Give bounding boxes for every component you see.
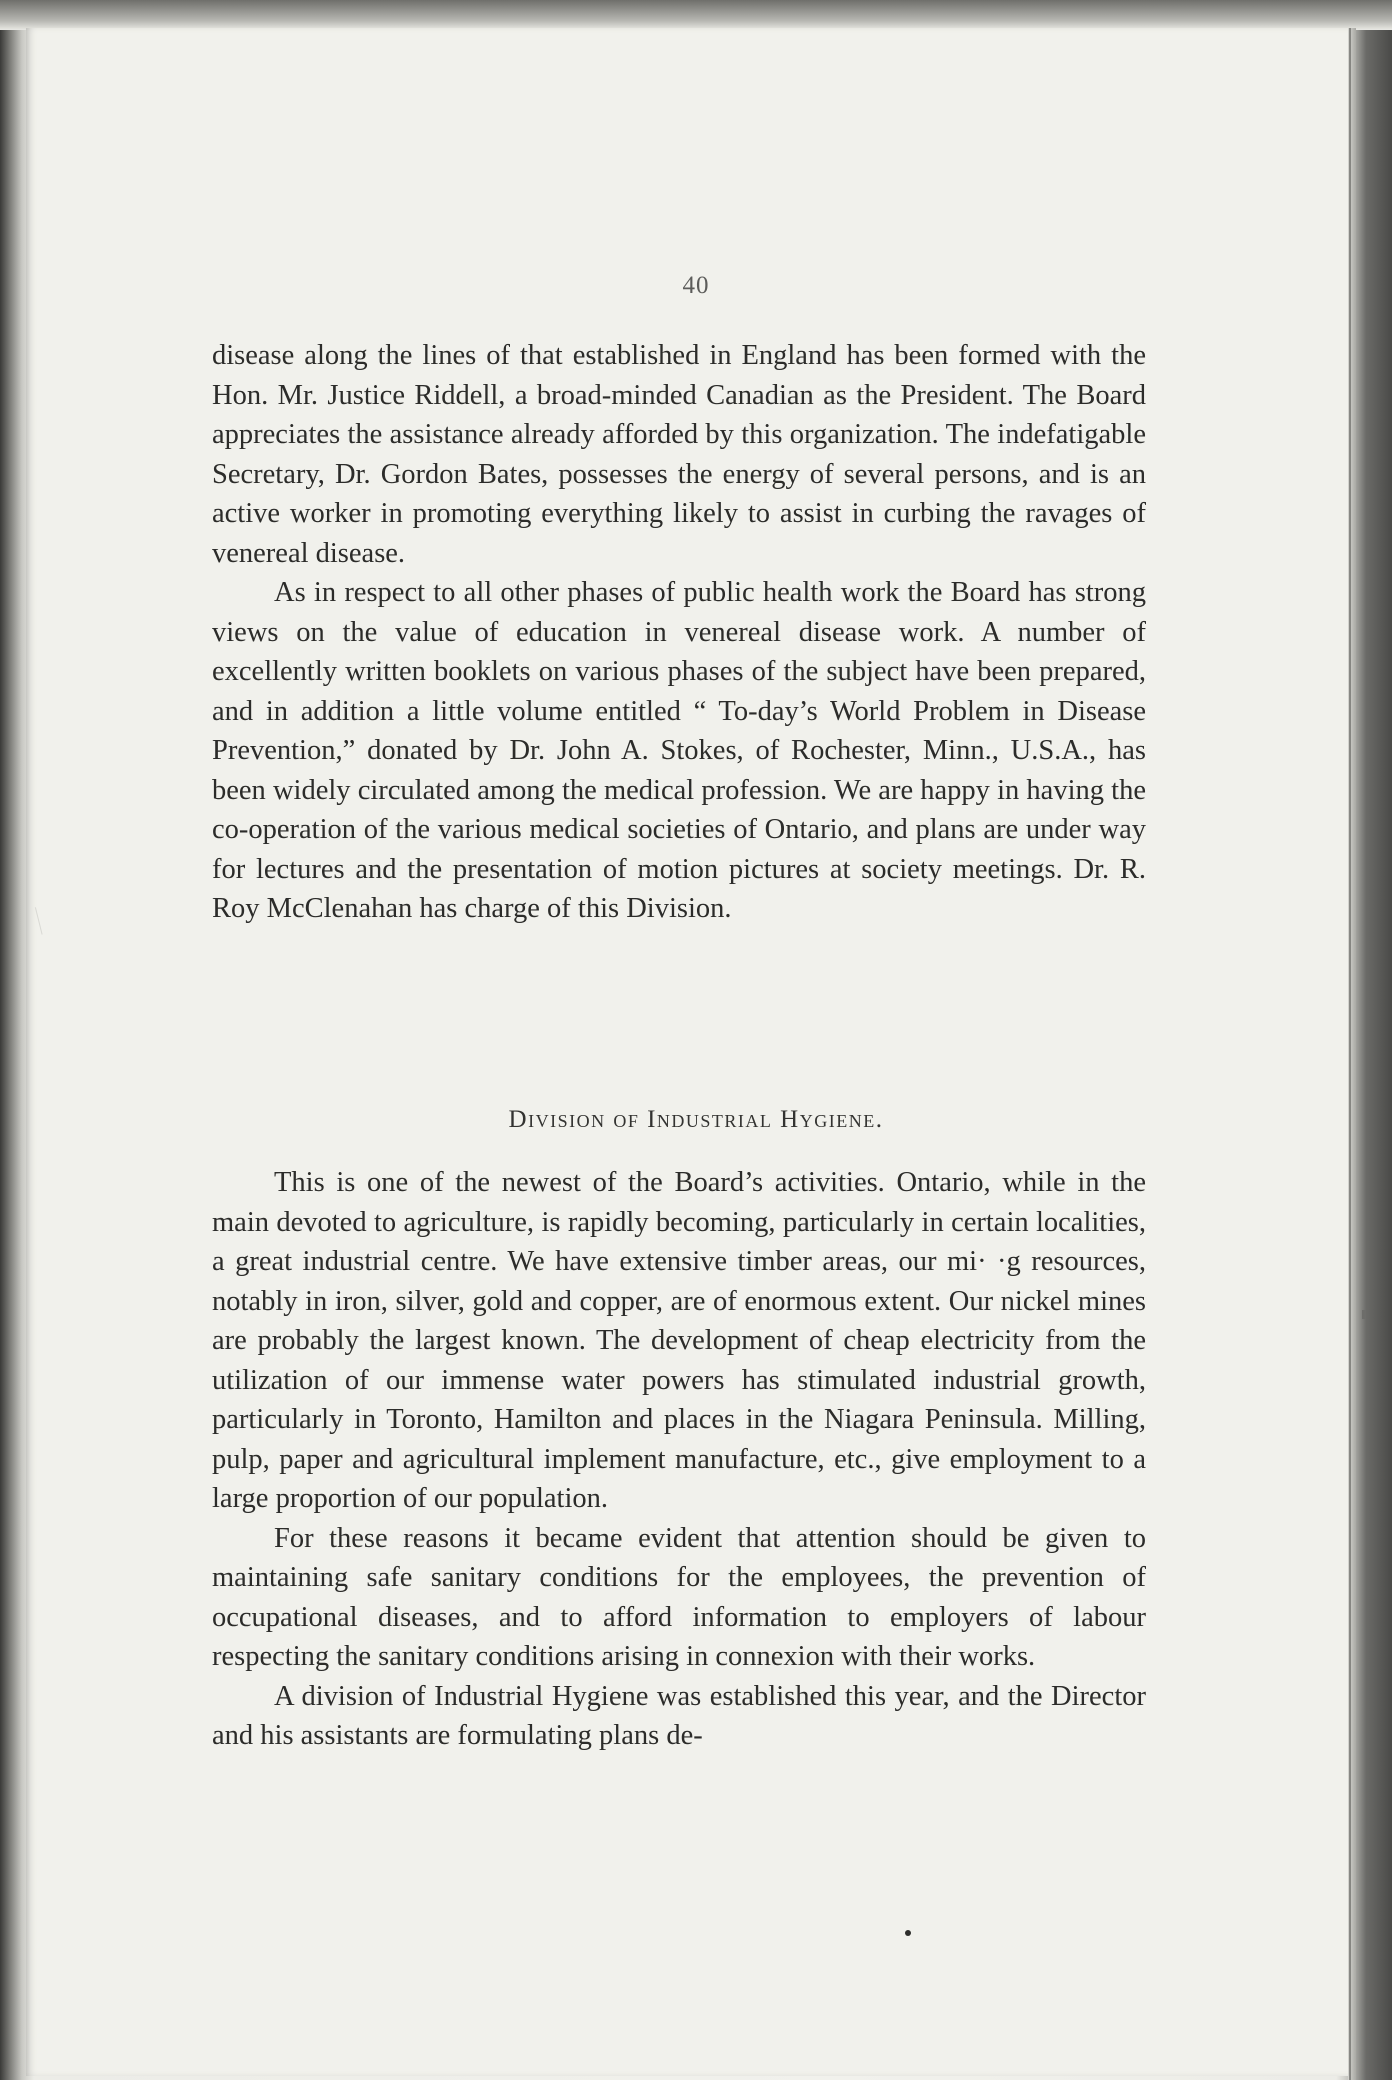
paragraph-continued: disease along the lines of that established in England has been formed with the Hon. Mr. Justice Riddell, a broad-minded Canadian as the President. The Board appreciates the assistance already afforded by this organization. The indefatigable Secretary, Dr. Gordon Bates, possesses the energy of several persons, and is an active worker in promoting everything likely to assist in curbing the ravages of venereal disease. — [212, 340, 1146, 569]
edge-mark — [1362, 1310, 1366, 1319]
section-heading: Division of Industrial Hygiene. — [508, 1106, 884, 1133]
paragraph-education: As in respect to all other phases of public health work the Board has strong views on the value of education in venereal disease work. A number of excellently written booklets on various phases of the subject have been prepared, and in addition a little volume entitled “ To-day’s World Problem in Disease Prevention,” donated by Dr. John A. Stokes, of Rochester, Minn., U.S.A., has been widely circulated among the medical profession. We are happy in having the co-operation of the various medical societies of Ontario, and plans are under way for lectures and the presentation of motion pictures at society meetings. Dr. R. Roy McClenahan has charge of this Division. — [212, 577, 1146, 924]
page-number: 40 — [682, 272, 710, 299]
text-block-top — [212, 336, 1146, 929]
text-block-bottom — [212, 1163, 1146, 1756]
ink-dot — [905, 1930, 911, 1936]
scan-top-edge — [0, 0, 1392, 30]
page-right-edge-line — [1349, 28, 1351, 2080]
paragraph-sanitary-conditions: For these reasons it became evident that attention should be given to maintaining safe sanitary conditions for the employees, the prevention of occupational diseases, and to afford information to employers of labour respecting the sanitary conditions arising in connexion with their works. — [212, 1522, 1146, 1672]
paragraph-industrial-activities: This is one of the newest of the Board’s activities. Ontario, while in the main devoted to agriculture, is rapidly becoming, particularly in certain localities, a great industrial centre. We have extensive timber areas, our mi· ·g resources, notably in iron, silver, gold and copper, are of enormous extent. Our nickel mines are probably the largest known. The development of cheap electricity from the utilization of our immense water powers has stimulated industrial growth, particularly in Toronto, Hamilton and places in the Niagara Peninsula. Milling, pulp, paper and agricultural implement manufacture, etc., give employment to a large proportion of our population. — [212, 1167, 1146, 1514]
paragraph-division-established: A division of Industrial Hygiene was established this year, and the Director and his assistants are formulating plans de- — [212, 1680, 1146, 1751]
